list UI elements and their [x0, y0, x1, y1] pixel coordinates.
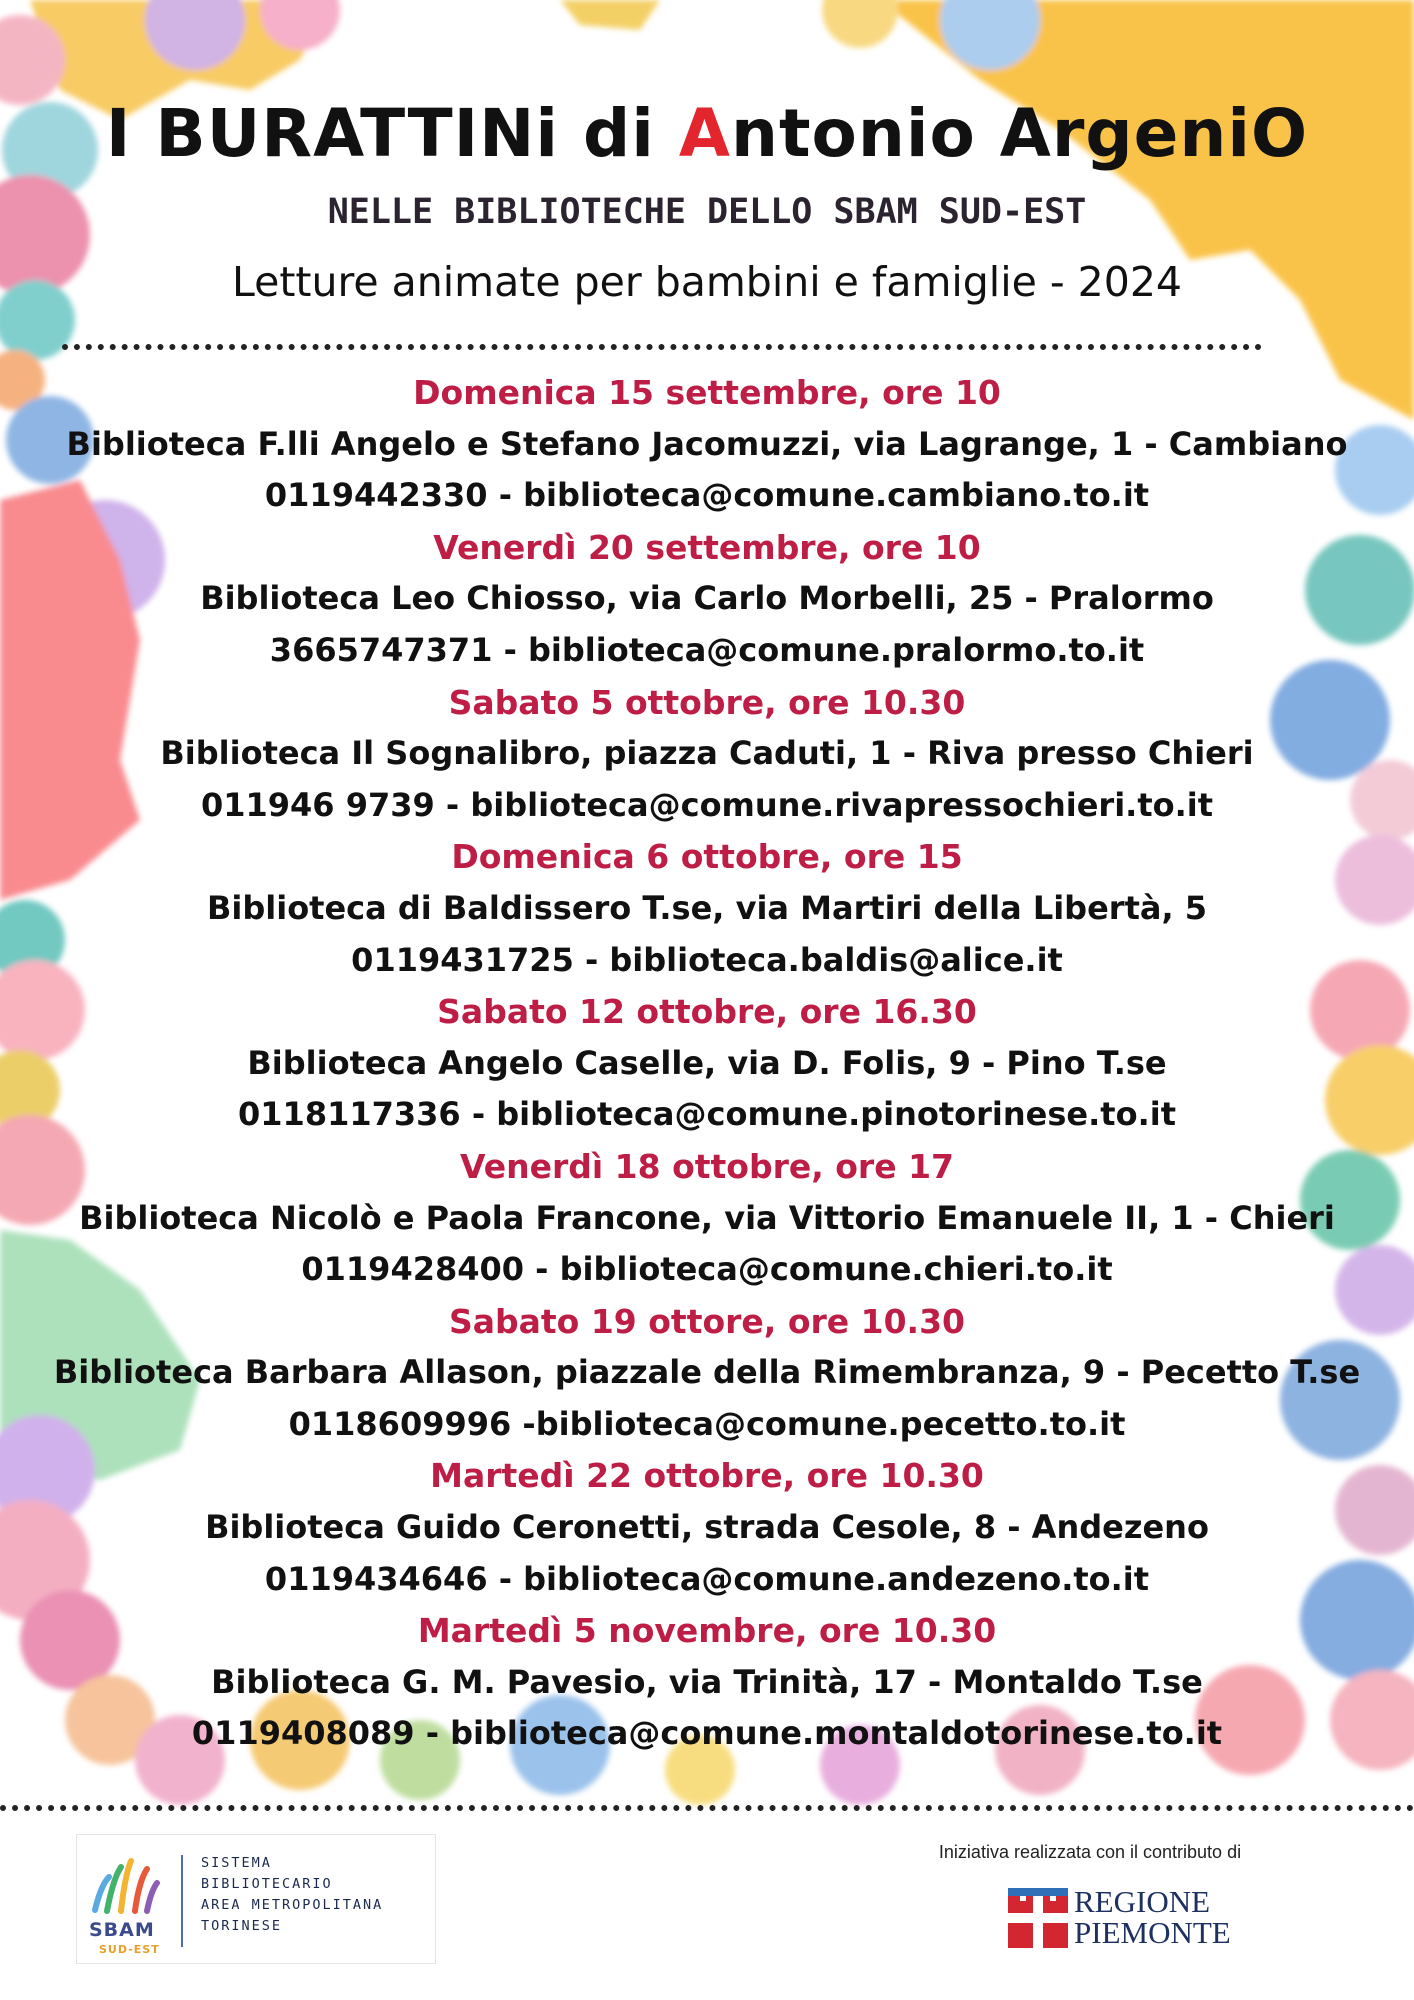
event-date: Martedì 5 novembre, ore 10.30	[417, 1611, 997, 1651]
tagline: Letture animate per bambini e famiglie - 2024	[231, 258, 1183, 306]
regione-name	[1074, 1886, 1231, 1948]
event-place: Biblioteca Barbara Allason, piazzale della Rimembranza, 9 - Pecetto T.se	[53, 1353, 1361, 1392]
event-contact: 0119431725 - biblioteca.baldis@alice.it	[351, 940, 1063, 979]
event-place: Biblioteca Nicolò e Paola Francone, via Vittorio Emanuele II, 1 - Chieri	[79, 1198, 1335, 1237]
title-part-1: I BURATTINi di	[105, 95, 679, 172]
event-place: Biblioteca Il Sognalibro, piazza Caduti, 1 - Riva presso Chieri	[160, 734, 1254, 773]
event-item	[0, 1605, 1414, 1760]
event-place: Biblioteca Angelo Caselle, via D. Folis, 9 - Pino T.se	[247, 1043, 1167, 1082]
event-contact: 0119434646 - biblioteca@comune.andezeno.to.it	[264, 1559, 1150, 1598]
event-contact: 0118117336 - biblioteca@comune.pinotorinese.to.it	[238, 1095, 1176, 1134]
event-contact: 0119442330 - biblioteca@comune.cambiano.to.it	[264, 476, 1150, 515]
sbam-swoosh-icon	[91, 1855, 161, 1917]
event-item	[0, 367, 1414, 522]
sbam-desc-line: AREA METROPOLITANA	[201, 1897, 384, 1913]
event-place: Biblioteca G. M. Pavesio, via Trinità, 17 - Montaldo T.se	[211, 1662, 1203, 1701]
regione-flag-icon	[1008, 1888, 1068, 1948]
regione-line: PIEMONTE	[1074, 1915, 1231, 1950]
event-date: Sabato 19 ottore, ore 10.30	[448, 1301, 966, 1341]
event-date: Venerdì 20 settembre, ore 10	[433, 527, 981, 567]
bottom-divider	[0, 1805, 1414, 1811]
event-date: Domenica 6 ottobre, ore 15	[451, 837, 963, 877]
event-date: Venerdì 18 ottobre, ore 17	[459, 1146, 955, 1186]
sbam-logo-name: SBAM	[89, 1919, 155, 1941]
event-contact: 3665747371 - biblioteca@comune.pralormo.to.it	[269, 630, 1145, 669]
event-item	[0, 986, 1414, 1141]
event-list	[0, 367, 1414, 1760]
sbam-logo-description	[201, 1853, 383, 1937]
event-date: Domenica 15 settembre, ore 10	[413, 373, 1001, 412]
event-contact: 0118609996 -biblioteca@comune.pecetto.to.it	[288, 1404, 1126, 1443]
event-contact: 0119408089 - biblioteca@comune.montaldotorinese.to.it	[191, 1714, 1223, 1753]
sbam-desc-line: SISTEMA	[201, 1855, 272, 1871]
event-place: Biblioteca Guido Ceronetti, strada Cesole, 8 - Andezeno	[205, 1508, 1209, 1547]
event-date: Sabato 12 ottobre, ore 16.30	[437, 992, 977, 1032]
title-part-2: ntonio ArgeniO	[730, 95, 1309, 172]
event-item	[0, 677, 1414, 832]
event-item	[0, 831, 1414, 986]
event-contact: 0119428400 - biblioteca@comune.chieri.to.it	[301, 1250, 1113, 1289]
top-divider	[62, 344, 1262, 350]
sbam-logo	[76, 1834, 436, 1964]
contribution-text: Iniziativa realizzata con il contributo di	[938, 1842, 1242, 1862]
title-red-letter: A	[678, 95, 731, 172]
regione-piemonte-logo	[1008, 1886, 1238, 1952]
event-date: Sabato 5 ottobre, ore 10.30	[448, 682, 966, 722]
event-place: Biblioteca F.lli Angelo e Stefano Jacomuzzi, via Lagrange, 1 - Cambiano	[66, 424, 1348, 463]
sbam-desc-line: TORINESE	[201, 1918, 283, 1934]
event-place: Biblioteca Leo Chiosso, via Carlo Morbelli, 25 - Pralormo	[200, 579, 1214, 618]
event-date: Martedì 22 ottobre, ore 10.30	[430, 1456, 984, 1496]
subtitle: NELLE BIBLIOTECHE DELLO SBAM SUD-EST	[327, 192, 1087, 232]
event-contact: 011946 9739 - biblioteca@comune.rivapressochieri.to.it	[200, 785, 1214, 824]
event-item	[0, 1141, 1414, 1296]
event-item	[0, 1450, 1414, 1605]
sbam-desc-line: BIBLIOTECARIO	[201, 1876, 333, 1892]
event-place: Biblioteca di Baldissero T.se, via Martiri della Libertà, 5	[206, 888, 1208, 927]
sbam-logo-subtitle: SUD-EST	[99, 1943, 160, 1956]
event-item	[0, 522, 1414, 677]
regione-line: REGIONE	[1074, 1884, 1211, 1919]
page-title	[0, 95, 1414, 172]
event-item	[0, 1296, 1414, 1451]
logo-separator	[181, 1855, 183, 1947]
